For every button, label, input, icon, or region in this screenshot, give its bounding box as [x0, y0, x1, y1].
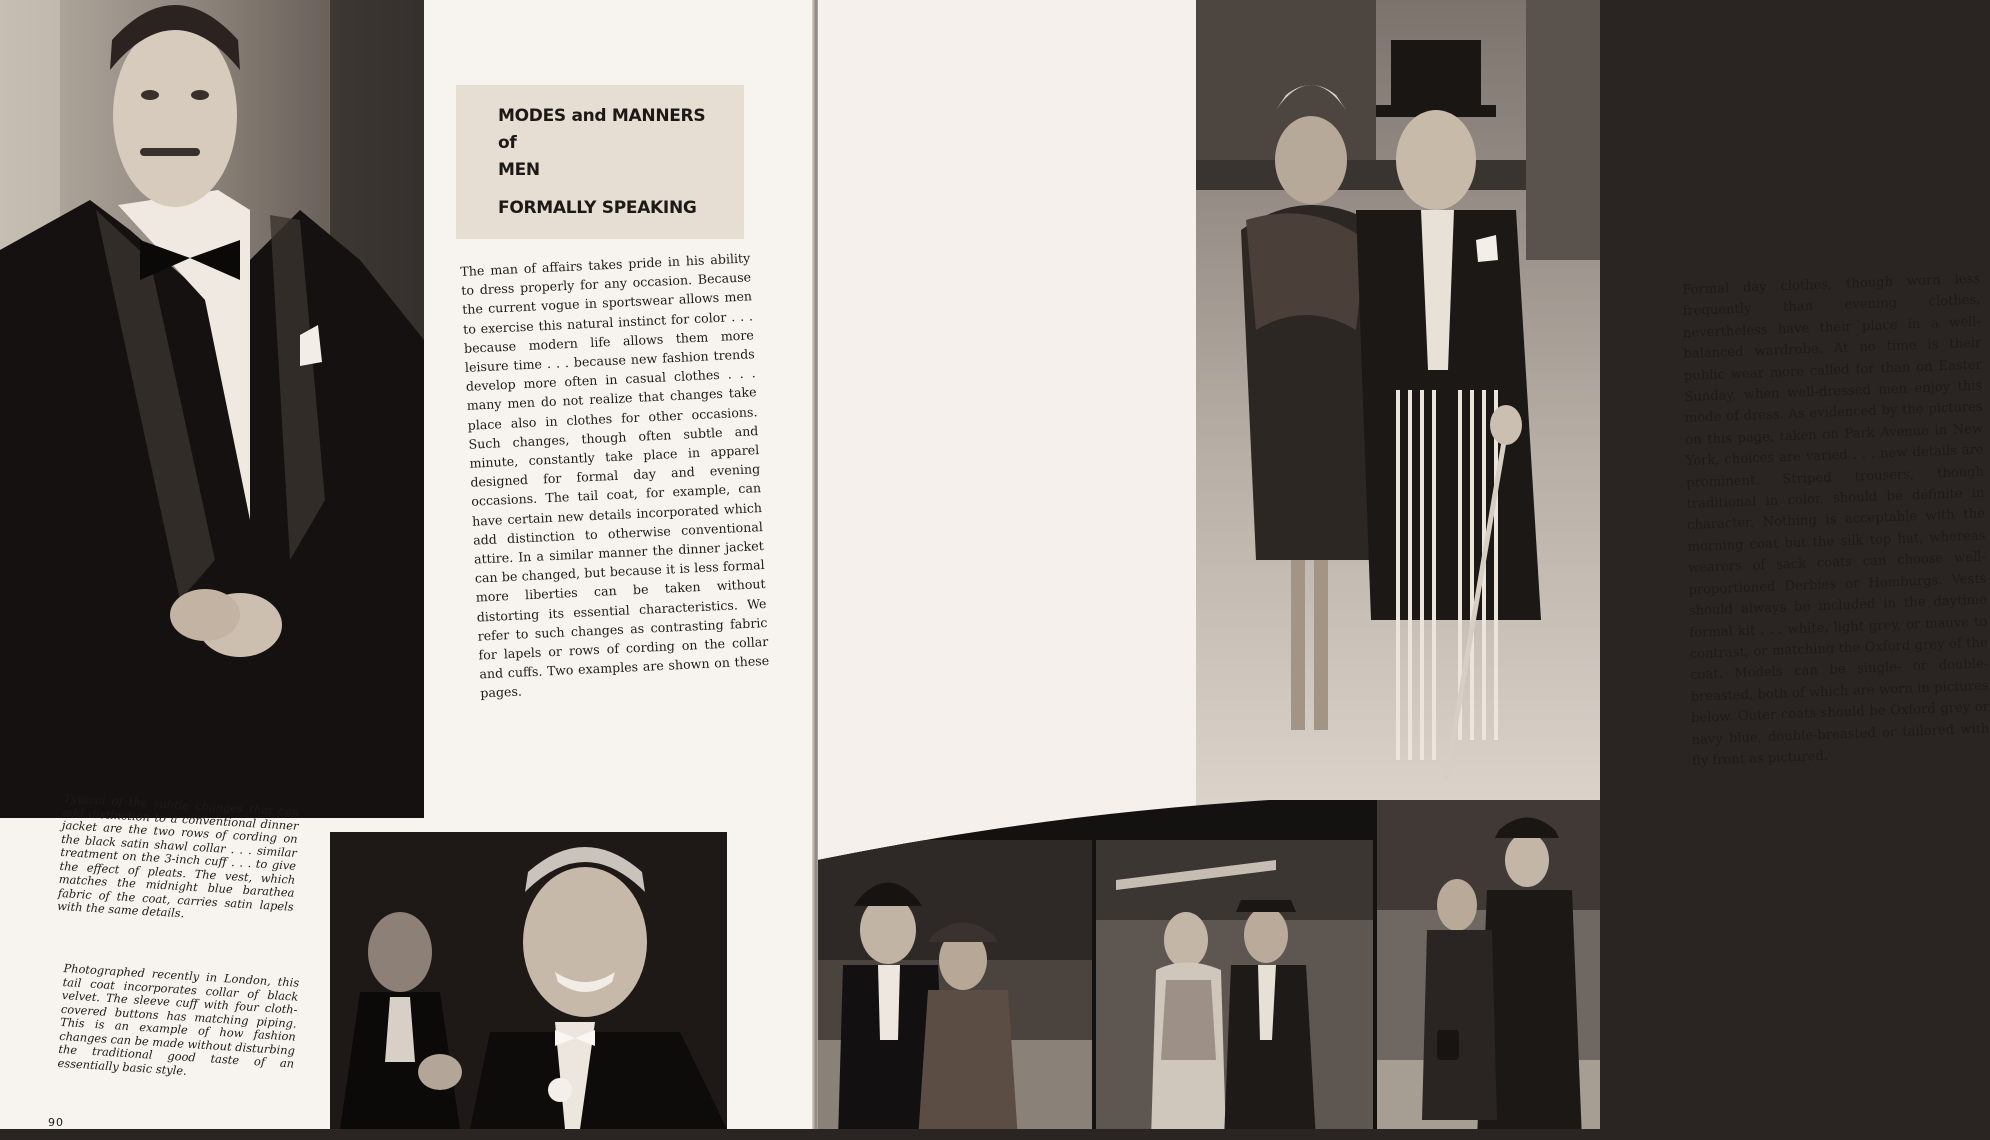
- tail-coat-photo: [330, 832, 727, 1129]
- left-page: [0, 0, 815, 1129]
- fur-stole-couple-photo: [1096, 840, 1373, 1140]
- title-line-3: MEN: [498, 160, 540, 180]
- article-body-right: Formal day clothes, though worn less frequently than evening clothes, nevertheless have their place in a well-balanced wardrobe. At no time is their public wear more called for than on Easter Sunday, when well-dressed men enjoy this mode of dress. As evidenced by the pictures on this page, taken on Park Avenue in New York, choices are varied . . . new details are prominent. Striped trousers, though traditional in color, should be definite in character. Nothing is acceptable with the morning coat but the silk top hat, whereas wearers of sack coats can choose well-proportioned Derbies or Homburgs. Vests should always be included in the daytime formal kit . . . white, light grey, or mauve to contrast, or matching the Oxford grey of the coat. Models can be single- or double-breasted, both of which are worn in pictures below. Outer coats should be Oxford grey or navy blue, double-breasted or tailored with fly front as pictured.: [1682, 271, 1990, 769]
- easter-couple-illustration: [1196, 0, 1600, 820]
- easter-couple-photo: [1196, 0, 1600, 820]
- tail-coat-illustration: [330, 832, 727, 1129]
- easter-photo-strip: [818, 800, 1600, 1129]
- title-line-4: FORMALLY SPEAKING: [498, 198, 697, 218]
- article-title-block: [456, 85, 744, 239]
- tail-coat-caption: Photographed recently in London, this tail coat incorporates collar of black velvet. The sleeve cuff with four cloth-covered buttons has matching piping. This is an example of how fashion changes can be made without disturbing the traditional good taste of an essentially basic style.: [57, 961, 300, 1078]
- dinner-jacket-caption: Typical of the subtle changes that can add distinction to a conventional dinner jacket are the two rows of cording on the black satin shawl collar . . . similar treatment on the 3-inch cuff . . . to give the effect of pleats. The vest, which matches the midnight blue barathea fabric of the coat, carries satin lapels with the same details.: [56, 791, 300, 921]
- fur-stole-illustration: [1096, 840, 1373, 1140]
- title-line-2: of: [498, 133, 517, 153]
- dinner-jacket-photo: [0, 0, 424, 818]
- right-page: [818, 0, 1990, 1129]
- overcoat-couple-photo: [1377, 800, 1600, 1140]
- bowler-couple-illustration: [818, 840, 1092, 1140]
- dinner-jacket-illustration: [0, 0, 424, 818]
- title-line-1: MODES and MANNERS: [498, 106, 706, 126]
- bowler-hat-couple-photo: [818, 840, 1092, 1140]
- article-body-left: The man of affairs takes pride in his ability to dress properly for any occasion. Because the current vogue in sportswear allows men to exercise this natural instinct for color . . . because modern life allows them more leisure time . . . because new fashion trends develop more often in casual clothes . . . many men do not realize that changes take place also in clothes for other occasions. Such changes, though often subtle and minute, constantly take place in apparel designed for formal day and evening occasions. The tail coat, for example, can have certain new details incorporated which add distinction to otherwise conventional attire. In a similar manner the dinner jacket can be changed, but because it is less formal more liberties can be taken without distorting its essential characteristics. We refer to such changes as contrasting fabric for lapels or rows of cording on the collar and cuffs. Two examples are shown on these pages.: [460, 250, 770, 701]
- overcoat-illustration: [1377, 800, 1600, 1140]
- page-number: 90: [48, 1116, 64, 1129]
